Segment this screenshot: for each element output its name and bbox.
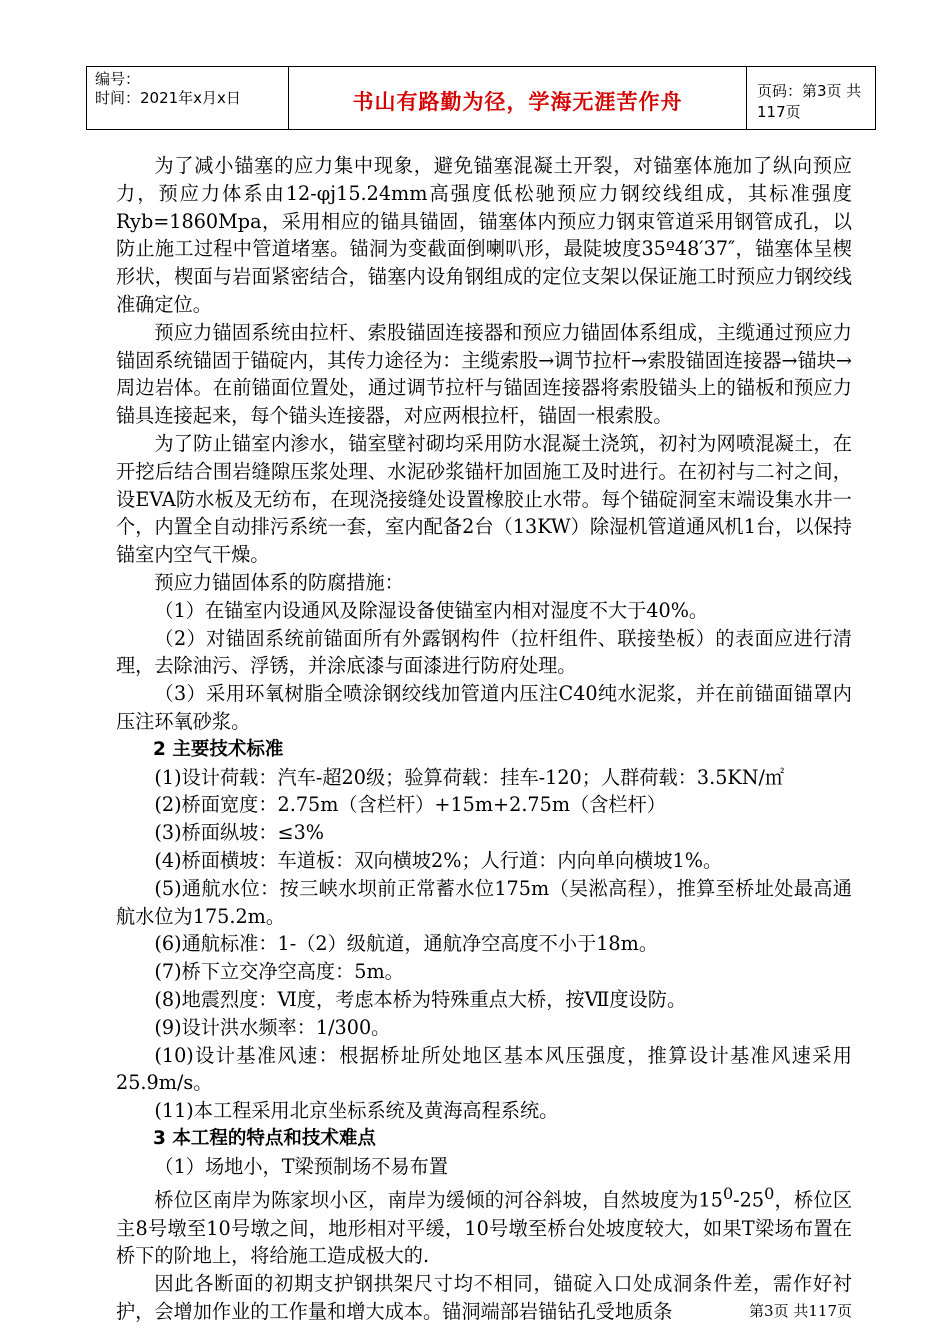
standard-item: (4)桥面横坡：车道板：双向横坡2%；人行道：内向单向横坡1%。 — [154, 848, 723, 872]
time-label: 时间：2021年x月x日 — [95, 89, 241, 107]
site-text-b: -25 — [733, 1188, 765, 1212]
standard-item: (10)设计基准风速：根据桥址所处地区基本风压强度，推算设计基准风速采用25.9m/s。 — [116, 1043, 852, 1095]
standard-item: (6)通航标准：1-（2）级航道，通航净空高度不小于18m。 — [154, 932, 659, 956]
site-text-a: 桥位区南岸为陈家坝小区，南岸为缓倾的河谷斜坡，自然坡度为15 — [154, 1188, 723, 1212]
header-page-info: 页码：第3页 共117页 — [757, 82, 862, 121]
standard-item: (11)本工程采用北京坐标系统及黄海高程系统。 — [154, 1099, 559, 1123]
page-footer: 第3页 共117页 — [749, 1302, 852, 1320]
standard-item: (8)地震烈度：Ⅵ度，考虑本桥为特殊重点大桥，按Ⅶ度设防。 — [154, 987, 687, 1011]
document-body — [116, 152, 852, 1326]
paragraph-anchor-plug: 为了减小锚塞的应力集中现象，避免锚塞混凝土开裂，对锚塞体施加了纵向预应力，预应力体系由12-φj15.24mm高强度低松驰预应力钢绞线组成，其标准强度Ryb=1860Mpa，采用相应的锚具锚固，锚塞体内预应力钢束管道采用钢管成孔，以防止施工过程中管道堵塞。锚洞为变截面倒喇叭形，最陡坡度35º48′37″，锚塞体呈楔形状，楔面与岩面紧密结合，锚塞内设角钢组成的定位支架以保证施工时预应力钢绞线准确定位。 — [116, 154, 852, 316]
header-meta-cell — [87, 67, 289, 129]
number-label: 编号： — [95, 70, 141, 88]
header-motto: 书山有路勤为径，学海无涯苦作舟 — [289, 67, 747, 129]
degree-superscript: 0 — [722, 1184, 734, 1204]
paragraph-measure-2: （2）对锚固系统前锚面所有外露钢构件（拉杆组件、联接垫板）的表面应进行清理，去除油污、浮锈，并涂底漆与面漆进行防府处理。 — [116, 626, 852, 678]
paragraph-support: 因此各断面的初期支护钢拱架尺寸均不相同，锚碇入口处成洞条件差，需作好衬护，会增加作业的工作量和增大成本。锚洞端部岩锚钻孔受地质条 — [116, 1272, 852, 1324]
standard-item: (3)桥面纵坡：≤3% — [154, 821, 325, 845]
paragraph-site-conditions — [116, 1180, 852, 1270]
standard-item: (5)通航水位：按三峡水坝前正常蓄水位175m（吴淞高程），推算至桥址处最高通航水位为175.2m。 — [116, 876, 852, 928]
section-2-heading: 2 主要技术标准 — [153, 738, 284, 760]
section-3-subheading: （1）场地小，T梁预制场不易布置 — [154, 1154, 449, 1178]
section-3-heading: 3 本工程的特点和技术难点 — [153, 1127, 376, 1149]
standard-item: (7)桥下立交净空高度：5m。 — [154, 960, 404, 984]
paragraph-waterproofing: 为了防止锚室内渗水，锚室壁衬砌均采用防水混凝土浇筑，初衬为网喷混凝土，在开挖后结合围岩缝隙压浆处理、水泥砂浆锚杆加固施工及时进行。在初衬与二衬之间，设EVA防水板及无纺布，在现浇接缝处设置橡胶止水带。每个锚碇洞室末端设集水井一个，内置全自动排污系统一套，室内配备2台（13KW）除湿机管道通风机1台，以保持锚室内空气干燥。 — [116, 431, 852, 567]
site-text-c: ，桥位区主8号墩至10号墩之间，地形相对平缓，10号墩至桥台处坡度较大，如果T梁场布置在桥下的阶地上，将给施工造成极大的. — [116, 1188, 853, 1268]
paragraph-anchor-system: 预应力锚固系统由拉杆、索股锚固连接器和预应力锚固体系组成，主缆通过预应力锚固系统锚固于锚碇内，其传力途径为：主缆索股→调节拉杆→索股锚固连接器→锚块→周边岩体。在前锚面位置处，通过调节拉杆与锚固连接器将索股锚头上的锚板和预应力锚具连接起来，每个锚头连接器，对应两根拉杆，锚固一根索股。 — [116, 320, 852, 428]
degree-superscript: 0 — [764, 1184, 775, 1204]
paragraph-measure-3: （3）采用环氧树脂全喷涂钢绞线加管道内压注C40纯水泥浆，并在前锚面锚罩内压注环氧砂浆。 — [116, 682, 852, 733]
standard-item: (1)设计荷载：汽车-超20级；验算荷载：挂车-120；人群荷载：3.5KN/㎡ — [154, 765, 785, 789]
paragraph-measure-1: （1）在锚室内设通风及除湿设备使锚室内相对湿度不大于40%。 — [154, 598, 709, 622]
standard-item: (9)设计洪水频率：1/300。 — [154, 1015, 391, 1039]
standard-item: (2)桥面宽度：2.75m（含栏杆）+15m+2.75m（含栏杆） — [154, 793, 666, 817]
page-header — [86, 66, 876, 130]
paragraph-anticorrosion-title: 预应力锚固体系的防腐措施： — [154, 570, 404, 594]
